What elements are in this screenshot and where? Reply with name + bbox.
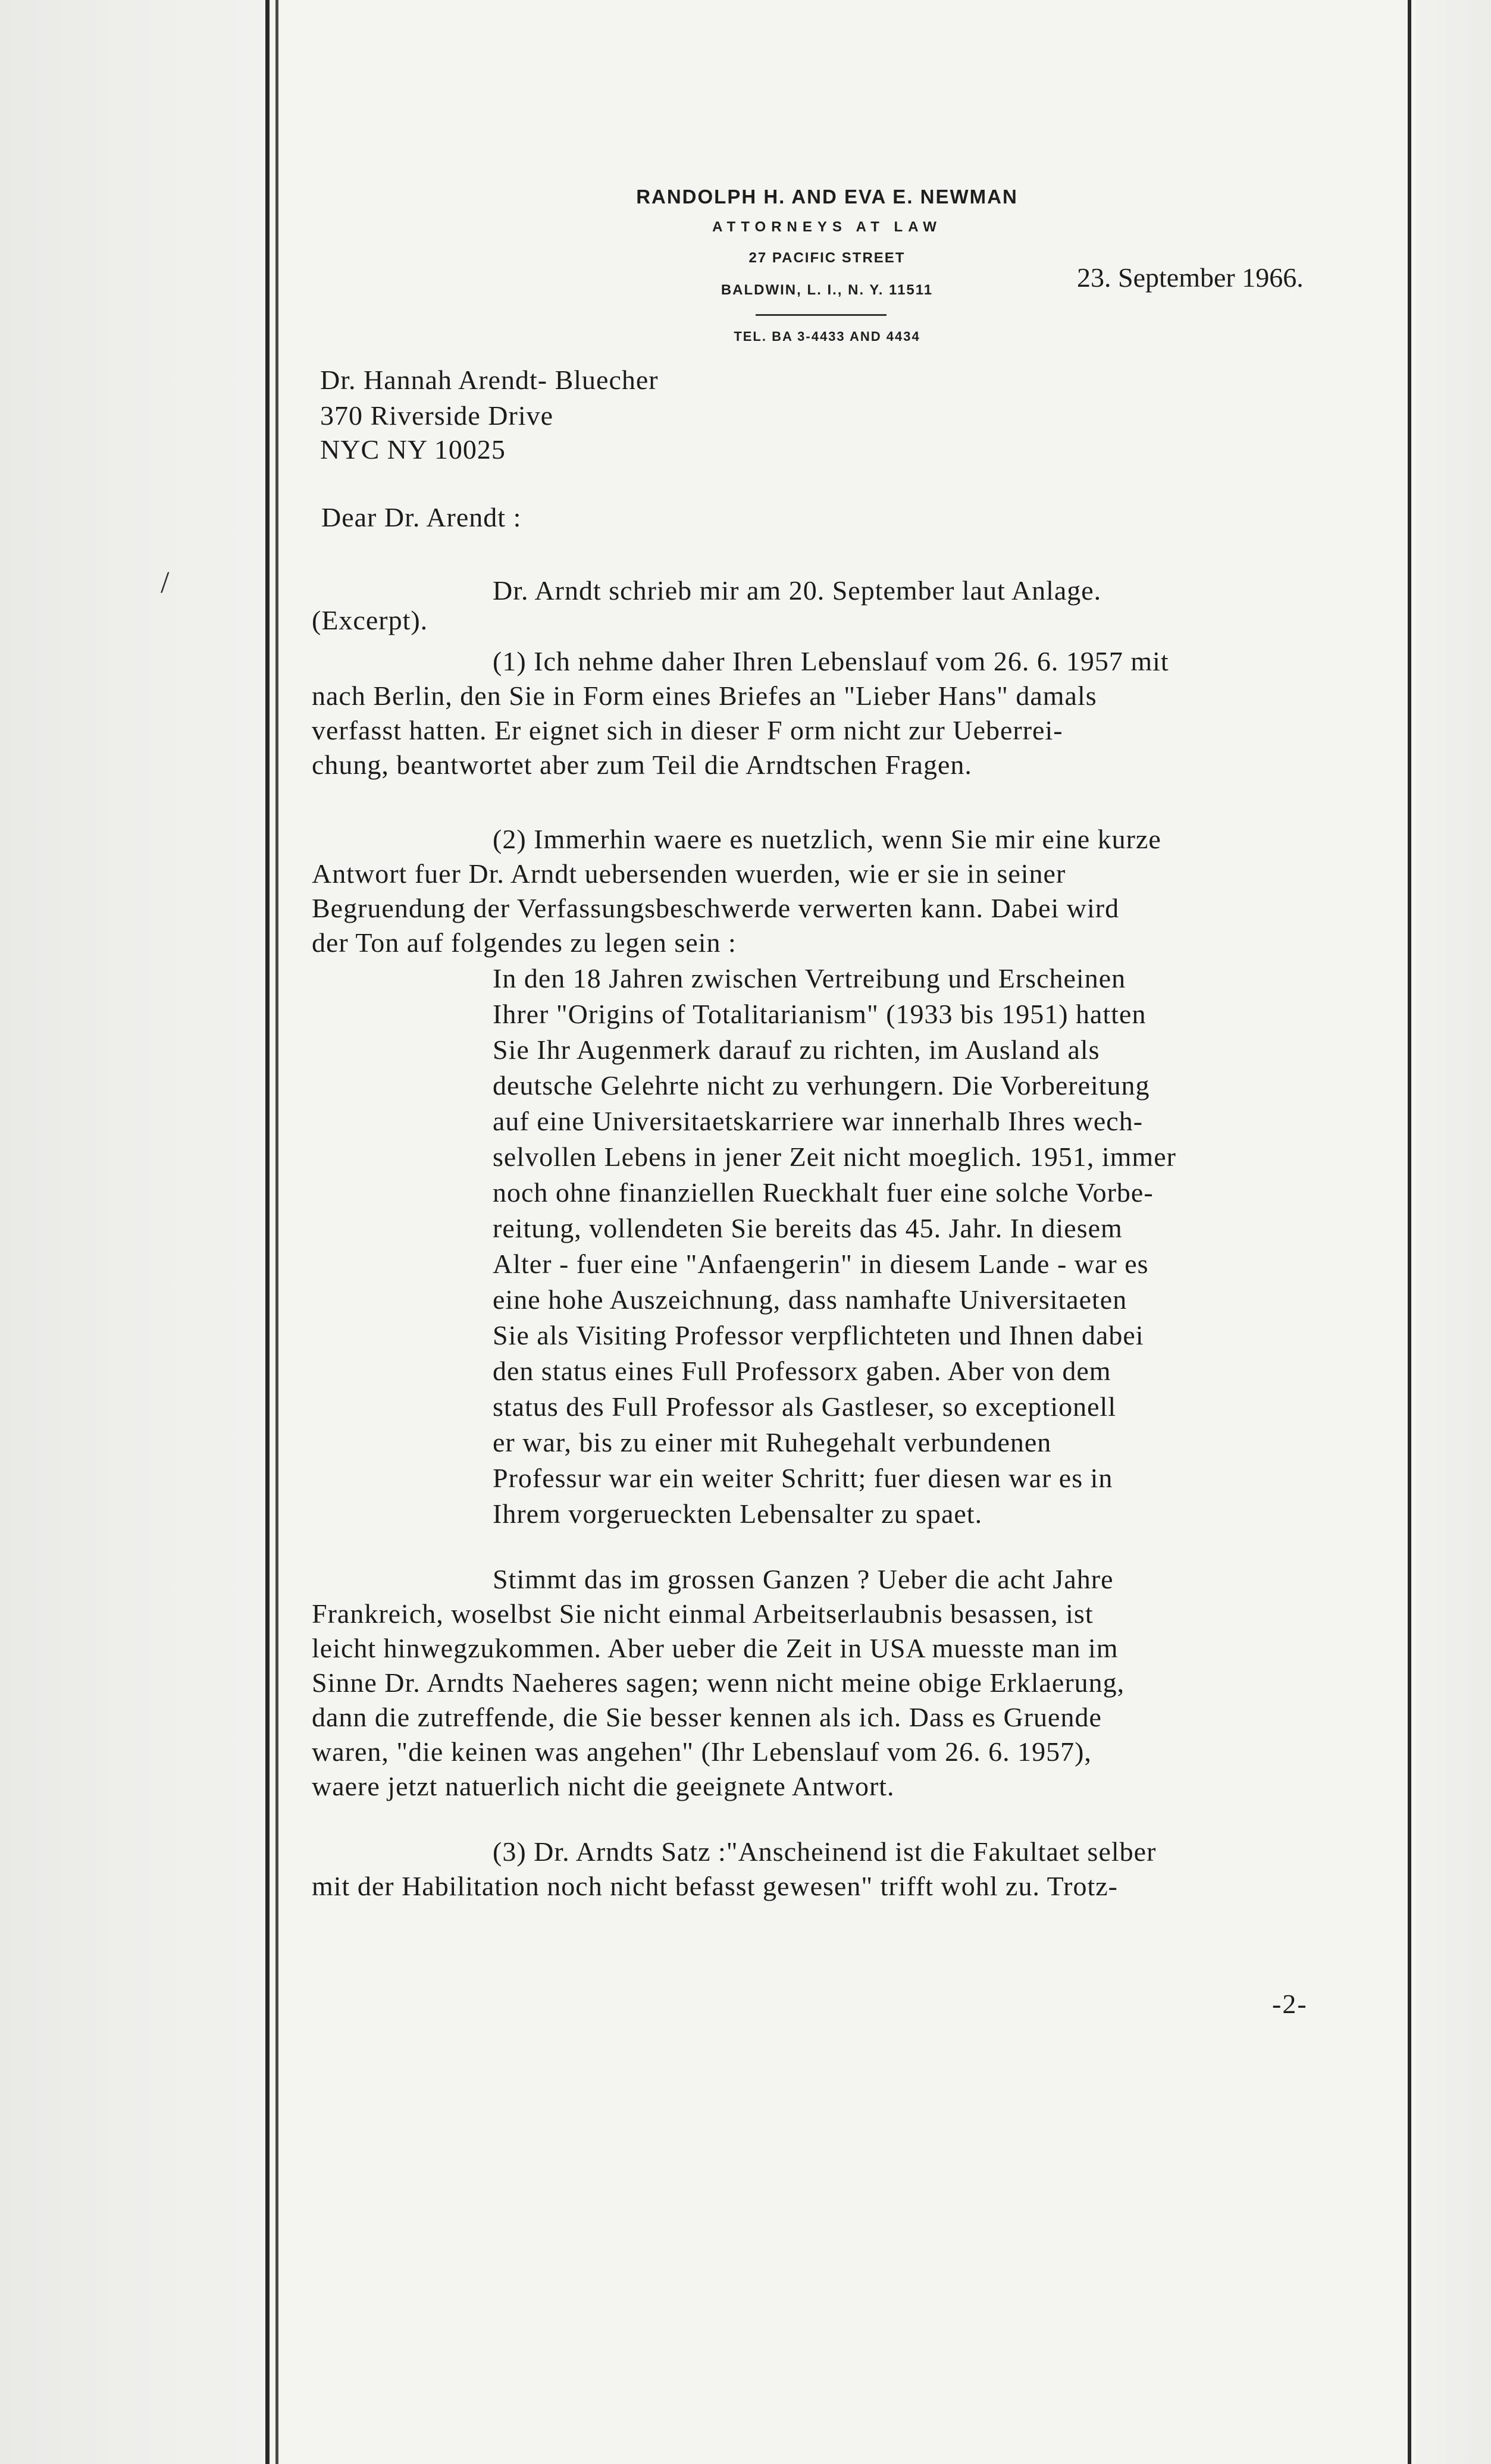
page-border-line-right (1408, 0, 1411, 2464)
body-line: Sie als Visiting Professor verpflichteten und Ihnen dabei (493, 1320, 1144, 1350)
body-line: In den 18 Jahren zwischen Vertreibung und Erscheinen (493, 963, 1126, 993)
recipient-city: NYC NY 10025 (320, 434, 506, 465)
scan-margin-right (1416, 0, 1491, 2464)
body-line: Sie Ihr Augenmerk darauf zu richten, im Ausland als (493, 1034, 1100, 1065)
body-line: deutsche Gelehrte nicht zu verhungern. Die Vorbereitung (493, 1070, 1150, 1101)
body-line: chung, beantwortet aber zum Teil die Arndtschen Fragen. (312, 750, 972, 780)
body-line: Alter - fuer eine "Anfaengerin" in diesem Lande - war es (493, 1249, 1149, 1279)
body-line: selvollen Lebens in jener Zeit nicht moeglich. 1951, immer (493, 1142, 1176, 1172)
body-line: auf eine Universitaetskarriere war innerhalb Ihres wech- (493, 1106, 1144, 1136)
page-number: -2- (1272, 1989, 1308, 2019)
letterhead-firm-name: RANDOLPH H. AND EVA E. NEWMAN (636, 186, 1018, 208)
body-line: Sinne Dr. Arndts Naeheres sagen; wenn nicht meine obige Erklaerung, (312, 1667, 1125, 1698)
body-line: mit der Habilitation noch nicht befasst gewesen" trifft wohl zu. Trotz- (312, 1871, 1118, 1901)
body-line: waren, "die keinen was angehen" (Ihr Lebenslauf vom 26. 6. 1957), (312, 1736, 1092, 1767)
body-line: Ihrer "Origins of Totalitarianism" (1933 bis 1951) hatten (493, 999, 1147, 1029)
body-line: dann die zutreffende, die Sie besser kennen als ich. Dass es Gruende (312, 1702, 1102, 1732)
body-line: (3) Dr. Arndts Satz :"Anscheinend ist die Fakultaet selber (493, 1836, 1157, 1867)
body-line: den status eines Full Professorx gaben. Aber von dem (493, 1356, 1111, 1386)
letterhead-profession: ATTORNEYS AT LAW (712, 219, 942, 235)
letterhead-phone: TEL. BA 3-4433 AND 4434 (734, 329, 920, 344)
body-line: (2) Immerhin waere es nuetzlich, wenn Sie mir eine kurze (493, 824, 1161, 854)
letterhead-city: BALDWIN, L. I., N. Y. 11511 (721, 282, 934, 298)
body-line: Frankreich, woselbst Sie nicht einmal Arbeitserlaubnis besassen, ist (312, 1598, 1094, 1629)
body-line: nach Berlin, den Sie in Form eines Briefes an "Lieber Hans" damals (312, 681, 1097, 711)
body-line: (1) Ich nehme daher Ihren Lebenslauf vom 26. 6. 1957 mit (493, 646, 1169, 676)
recipient-name: Dr. Hannah Arendt- Bluecher (320, 365, 659, 395)
page-border-line-left-outer (265, 0, 270, 2464)
body-line: Dr. Arndt schrieb mir am 20. September laut Anlage. (493, 575, 1102, 606)
letterhead-divider (756, 314, 887, 316)
body-line: Antwort fuer Dr. Arndt uebersenden wuerden, wie er sie in seiner (312, 858, 1066, 889)
body-line: status des Full Professor als Gastleser, so exceptionell (493, 1391, 1117, 1422)
body-line: Professur war ein weiter Schritt; fuer diesen war es in (493, 1463, 1113, 1493)
salutation: Dear Dr. Arendt : (321, 502, 522, 532)
body-line: Begruendung der Verfassungsbeschwerde verwerten kann. Dabei wird (312, 893, 1120, 923)
body-line: Stimmt das im grossen Ganzen ? Ueber die acht Jahre (493, 1564, 1114, 1594)
body-line: der Ton auf folgendes zu legen sein : (312, 927, 737, 958)
letter-date: 23. September 1966. (1077, 262, 1304, 293)
body-line: (Excerpt). (312, 605, 428, 635)
recipient-street: 370 Riverside Drive (320, 400, 554, 431)
body-line: leicht hinwegzukommen. Aber ueber die Zeit in USA muesste man im (312, 1633, 1119, 1663)
margin-mark: / (161, 566, 170, 600)
body-line: er war, bis zu einer mit Ruhegehalt verbundenen (493, 1427, 1052, 1457)
body-line: verfasst hatten. Er eignet sich in dieser F orm nicht zur Ueberrei- (312, 715, 1063, 745)
body-line: waere jetzt natuerlich nicht die geeignete Antwort. (312, 1771, 895, 1801)
body-line: eine hohe Auszeichnung, dass namhafte Universitaeten (493, 1284, 1127, 1315)
body-line: Ihrem vorgerueckten Lebensalter zu spaet. (493, 1499, 983, 1529)
letterhead-street: 27 PACIFIC STREET (748, 250, 906, 266)
body-line: reitung, vollendeten Sie bereits das 45. Jahr. In diesem (493, 1213, 1123, 1243)
page-border-line-left-inner (275, 0, 278, 2464)
body-line: noch ohne finanziellen Rueckhalt fuer eine solche Vorbe- (493, 1177, 1154, 1208)
scan-margin-left (0, 0, 262, 2464)
